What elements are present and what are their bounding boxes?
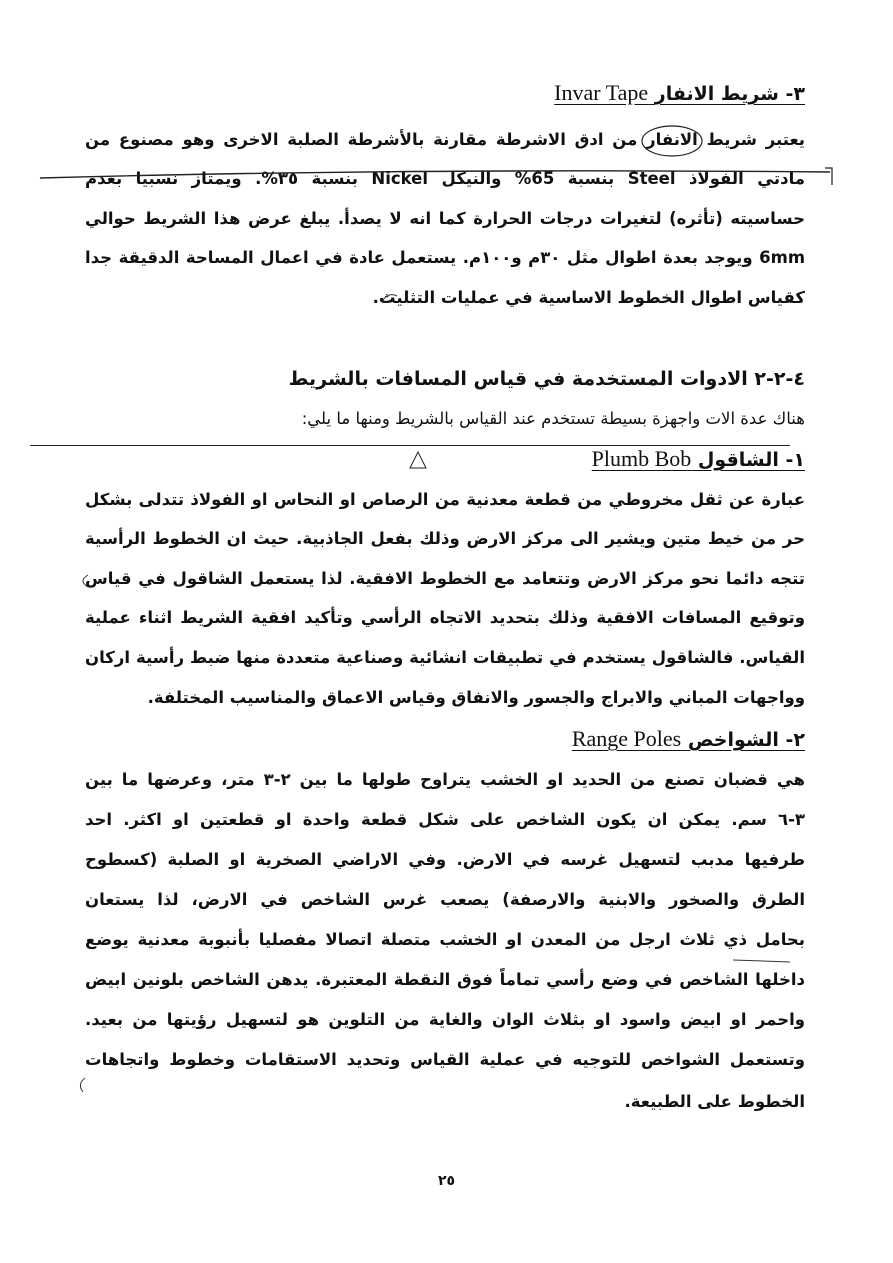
heading-arabic: ٢- الشواخص (687, 729, 805, 751)
paragraph-line: القياس. فالشاقول يستخدم في تطبيقات انشائية وصناعية متعددة منها ضبط رأسية اركان (85, 648, 805, 667)
paragraph-line: عبارة عن ثقل مخروطي من قطعة معدنية من الرصاص او النحاس او الفولاذ تتدلى بشكل (85, 490, 805, 509)
paragraph-line: بحامل ذي ثلاث ارجل من المعدن او الخشب متصلة اتصالا مفصليا بأنبوبة معدنية يوضع (85, 930, 805, 949)
paragraph-line: 6mm ويوجد بعدة اطوال مثل ٣٠م و١٠٠م. يستعمل عادة في اعمال المساحة الدقيقة جدا (85, 248, 806, 267)
paragraph-line: واحمر او ابيض واسود او بثلاث الوان والغاية من التلوين هو لتسهيل رؤيتها من بعيد. (85, 1010, 805, 1029)
heading-arabic: ٣- شريط الانفار (654, 83, 805, 105)
paragraph-line: ٣-٦ سم. يمكن ان يكون الشاخص على شكل قطعة واحدة او قطعتين او اكثر. احد (85, 810, 805, 829)
paragraph-line: هي قضبان تصنع من الحديد او الخشب يتراوح طولها ما بين ٢-٣ متر، وعرضها ما بين (85, 770, 805, 789)
pen-bracket (825, 168, 832, 185)
heading-arabic: ١- الشاقول (697, 449, 805, 471)
heading-latin: Range Poles (571, 726, 682, 751)
paragraph-line: هناك عدة الات واجهزة بسيطة تستخدم عند القياس بالشريط ومنها ما يلي: (301, 409, 805, 428)
paragraph-line: يعتبر شريط الانفار من ادق الاشرطة مقارنة بالأشرطة الصلبة الاخرى وهو مصنوع من (85, 130, 805, 149)
section-heading-invar-tape (85, 80, 805, 107)
section-heading-range-poles (85, 726, 805, 753)
paragraph-line: تتجه دائما نحو مركز الارض وتتعامد مع الخطوط الافقية. لذا يستعمل الشاقول في قياس (85, 569, 805, 588)
paragraph-line: وتوقيع المسافات الافقية وذلك بتحديد الاتجاه الرأسي وتأكيد افقية الشريط اثناء عملية (85, 608, 805, 627)
paragraph-line: طرفيها مدبب لتسهيل غرسه في الارض. وفي الاراضي الصخرية او الصلبة (كسطوح (85, 850, 805, 869)
section-heading-tools: ٤-٢-٢ الادوات المستخدمة في قياس المسافات بالشريط (288, 368, 805, 390)
pen-underline (733, 960, 790, 962)
heading-latin: Invar Tape (554, 80, 649, 105)
heading-latin: Plumb Bob (591, 446, 692, 471)
paragraph-line: حساسيته (تأثره) لتغيرات درجات الحرارة كما انه لا يصدأ. يبلغ عرض هذا الشريط حوالي (85, 209, 805, 228)
paragraph-line: وتستعمل الشواخص للتوجيه في عملية القياس وتحديد الاستقامات وخطوط واتجاهات (85, 1050, 805, 1069)
page-number: ٢٥ (437, 1173, 456, 1189)
paragraph-line: مادتي الفولاذ Steel بنسبة 65% والنيكل Nickel بنسبة ٣٥%. ويمتاز نسبيا بعدم (85, 169, 805, 188)
section-heading-plumb-bob (85, 446, 805, 473)
paragraph-line: الطرق والصخور والابنية والارصفة) يصعب غرس الشاخص في الارض، لذا يستعان (85, 890, 805, 909)
paragraph-line: الخطوط على الطبيعة. (624, 1092, 805, 1111)
paragraph-line: كقياس اطوال الخطوط الاساسية في عمليات التثليث. (372, 288, 805, 307)
paragraph-line: وواجهات المباني والابراج والجسور والانفاق وقياس الاعماق والمناسيب المختلفة. (147, 688, 805, 707)
paragraph-line: حر من خيط متين ويشير الى مركز الارض وذلك بفعل الجاذبية. حيث ان الخطوط الرأسية (85, 529, 805, 548)
paragraph-line: داخلها الشاخص في وضع رأسي تماماً فوق النقطة المعتبرة. يدهن الشاخص بلونين ابيض (85, 970, 805, 989)
